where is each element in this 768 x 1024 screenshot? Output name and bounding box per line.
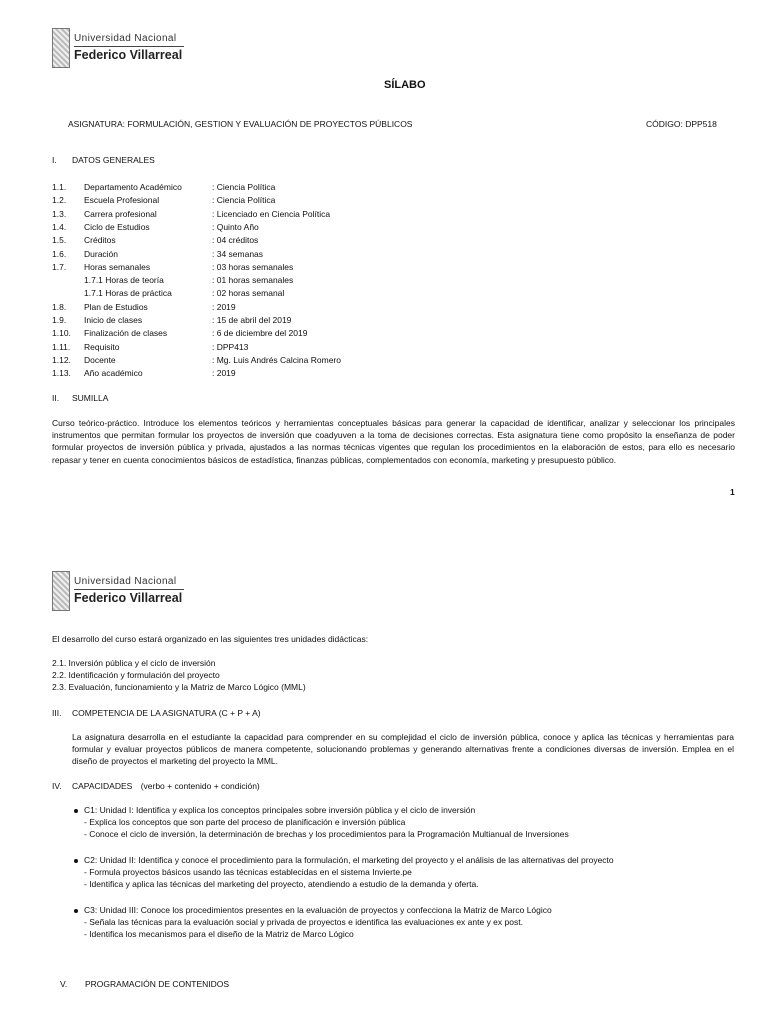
datos-label: Plan de Estudios xyxy=(84,301,148,312)
asignatura-line: ASIGNATURA: FORMULACIÓN, GESTION Y EVALUACIÓN DE PROYECTOS PÚBLICOS xyxy=(68,119,413,129)
datos-value: : Ciencia Política xyxy=(212,182,276,192)
datos-value: : 2019 xyxy=(212,368,236,379)
section-3-num: III. xyxy=(52,708,62,718)
datos-value: : Quinto Año xyxy=(212,221,259,232)
section-2-title: SUMILLA xyxy=(72,393,109,403)
datos-num: 1.2. xyxy=(52,195,67,206)
datos-value: : 2019 xyxy=(212,301,236,312)
capacidad-item: - Explica los conceptos que son parte del proceso de planificación e inversión pública xyxy=(84,817,406,828)
units-intro: El desarrollo del curso estará organizado en las siguientes tres unidades didácticas: xyxy=(52,634,369,644)
capacidad-item: - Formula proyectos básicos usando las técnicas establecidas en el sistema Invierte.pe xyxy=(84,867,412,878)
datos-label: 1.7.1 Horas de teoría xyxy=(84,275,164,286)
university-logo xyxy=(52,28,184,68)
unit-item: 2.2. Identificación y formulación del proyecto xyxy=(52,670,220,680)
datos-label: Créditos xyxy=(84,235,116,246)
datos-label: Año académico xyxy=(84,368,143,379)
datos-num: 1.7. xyxy=(52,261,67,272)
section-1-num: I. xyxy=(52,155,57,165)
section-4-title-text: CAPACIDADES xyxy=(72,781,133,791)
codigo-line: CÓDIGO: DPP518 xyxy=(646,119,717,129)
datos-label: Finalización de clases xyxy=(84,328,168,339)
datos-num: 1.3. xyxy=(52,208,67,219)
logo-line2: Federico Villarreal xyxy=(74,591,183,606)
datos-num: 1.10. xyxy=(52,328,71,339)
capacidad-head: C2: Unidad II: Identifica y conoce el procedimiento para la formulación, el marketing del proyecto y el análisis de las alternativas del proyecto xyxy=(84,855,614,865)
datos-num: 1.1. xyxy=(52,182,67,192)
datos-value: : DPP413 xyxy=(212,341,249,352)
university-seal-icon xyxy=(52,571,70,611)
datos-value: : Ciencia Política xyxy=(212,195,276,206)
section-5-num: V. xyxy=(60,979,68,989)
capacidad-c1 xyxy=(74,804,569,841)
datos-label: Inicio de clases xyxy=(84,315,143,325)
datos-num: 1.4. xyxy=(52,221,67,232)
datos-label: Ciclo de Estudios xyxy=(84,221,150,232)
datos-label: Horas semanales xyxy=(84,261,151,272)
datos-num: 1.13. xyxy=(52,368,71,379)
unit-item: 2.1. Inversión pública y el ciclo de inversión xyxy=(52,658,216,668)
datos-label: Escuela Profesional xyxy=(84,195,160,206)
datos-value: : Licenciado en Ciencia Política xyxy=(212,208,331,219)
datos-num: 1.6. xyxy=(52,248,67,259)
bullet-icon xyxy=(74,909,78,913)
university-logo-page2 xyxy=(52,571,184,611)
section-4-title xyxy=(72,781,260,791)
datos-num: 1.9. xyxy=(52,315,67,325)
logo-line1: Universidad Nacional xyxy=(74,576,177,588)
datos-label: Requisito xyxy=(84,341,120,352)
datos-num: 1.11. xyxy=(52,341,71,352)
section-4-note: (verbo + contenido + condición) xyxy=(140,781,260,791)
datos-value: : 6 de diciembre del 2019 xyxy=(212,328,308,339)
section-1-title: DATOS GENERALES xyxy=(72,155,155,165)
section-4-num: IV. xyxy=(52,781,62,791)
capacidad-c2 xyxy=(74,854,614,891)
logo-line2: Federico Villarreal xyxy=(74,48,183,63)
datos-value: : 04 créditos xyxy=(212,235,259,246)
section-5-title: PROGRAMACIÓN DE CONTENIDOS xyxy=(85,979,230,989)
datos-label: Departamento Académico xyxy=(84,182,182,192)
logo-line1: Universidad Nacional xyxy=(74,33,177,45)
section-2-num: II. xyxy=(52,393,60,403)
capacidad-item: - Señala las técnicas para la evaluación social y privada de proyectos e identifica las evaluaciones ex ante y ex post. xyxy=(84,917,523,928)
sumilla-paragraph: Curso teórico-práctico. Introduce los elementos teóricos y herramientas conceptuales básicas para generar la capacidad de identificar, analizar y seleccionar los principales instrumentos que permitan formular los proyectos de inversión que coadyuven a la toma de decisiones correctas. Esta asignatura tiene como propósito la enseñanza de poder formular proyectos de inversión pública y privada, ajustados a las normas técnicas vigentes que regulan los procedimientos en la elaboración de estos, para ello es necesario repasar y tener en cuenta conocimientos básicos de estadística, finanzas públicas, complementados con economía, marketing y presupuesto público. xyxy=(52,418,735,465)
datos-value: : Mg. Luis Andrés Calcina Romero xyxy=(212,354,341,365)
datos-value: : 03 horas semanales xyxy=(212,261,294,272)
capacidad-item: - Identifica los mecanismos para el diseño de la Matriz de Marco Lógico xyxy=(84,929,354,940)
datos-label: Carrera profesional xyxy=(84,208,157,219)
datos-num: 1.8. xyxy=(52,301,67,312)
capacidad-item: - Conoce el ciclo de inversión, la determinación de brechas y los procedimientos para la Programación Multianual de Inversiones xyxy=(84,829,569,840)
page-title: SÍLABO xyxy=(384,79,426,91)
datos-value: : 15 de abril del 2019 xyxy=(212,315,292,325)
capacidad-head: C3: Unidad III: Conoce los procedimientos presentes en la evaluación de proyectos y confecciona la Matriz de Marco Lógico xyxy=(84,905,552,915)
capacidad-c3 xyxy=(74,904,552,941)
competencia-paragraph: La asignatura desarrolla en el estudiante la capacidad para comprender en su complejidad el ciclo de inversión pública, conoce y aplica las técnicas y herramientas para formular y evaluar proyectos públicos de manera competente, solucionando problemas y generando alternativas frente a condiciones diversas de inversión. Emplea en el diseño de proyectos el marketing del proyecto la MML. xyxy=(72,732,734,767)
datos-label: 1.7.1 Horas de práctica xyxy=(84,288,172,299)
unit-item: 2.3. Evaluación, funcionamiento y la Matriz de Marco Lógico (MML) xyxy=(52,682,306,692)
capacidad-item: - Identifica y aplica las técnicas del marketing del proyecto, atendiendo a estudio de la demanda y oferta. xyxy=(84,879,479,890)
page-number: 1 xyxy=(730,487,735,497)
datos-label: Docente xyxy=(84,354,116,365)
section-3-title: COMPETENCIA DE LA ASIGNATURA (C + P + A) xyxy=(72,708,261,718)
capacidad-head: C1: Unidad I: Identifica y explica los conceptos principales sobre inversión pública y el ciclo de inversión xyxy=(84,805,476,815)
datos-num: 1.12. xyxy=(52,354,71,365)
datos-num: 1.5. xyxy=(52,235,67,246)
bullet-icon xyxy=(74,859,78,863)
datos-label: Duración xyxy=(84,248,119,259)
datos-value: : 01 horas semanales xyxy=(212,275,294,286)
datos-value: : 34 semanas xyxy=(212,248,264,259)
datos-value: : 02 horas semanal xyxy=(212,288,285,299)
university-seal-icon xyxy=(52,28,70,68)
bullet-icon xyxy=(74,809,78,813)
